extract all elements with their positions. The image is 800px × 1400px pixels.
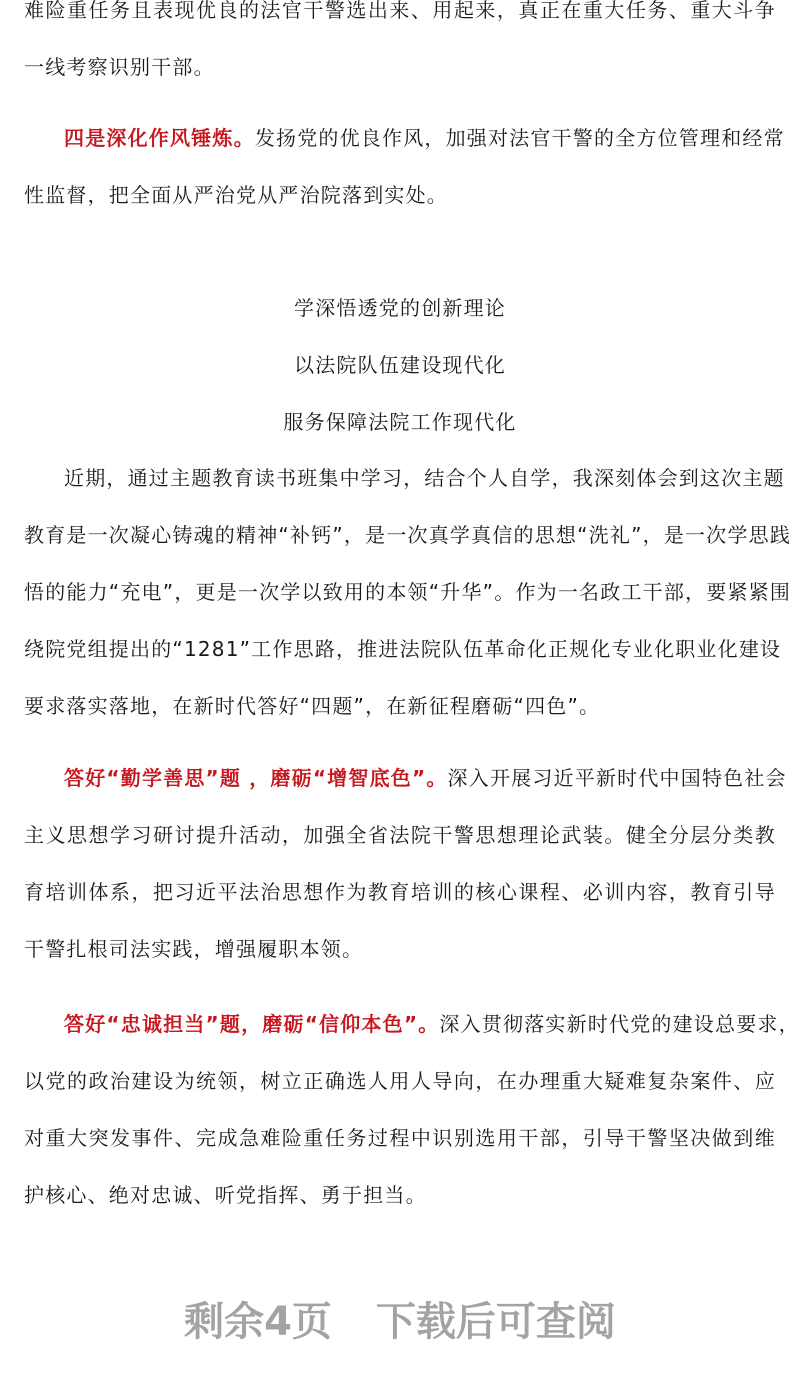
paragraph-1 xyxy=(24,0,776,96)
paragraph-lead: 答好“忠诚担当”题，磨砺“信仰本色”。 xyxy=(64,1012,440,1036)
text-line xyxy=(24,750,787,807)
text-line: 干警扎根司法实践，增强履职本领。 xyxy=(24,937,364,961)
title-line: 学深悟透党的创新理论 xyxy=(294,296,506,320)
text-run: 深入贯彻落实新时代党的建设总要求， xyxy=(439,1012,800,1036)
paragraph-5 xyxy=(24,996,800,1224)
section-title xyxy=(24,280,776,451)
text-line: 对重大突发事件、完成急难险重任务过程中识别选用干部，引导干警坚决做到维 xyxy=(24,1126,776,1150)
text-line xyxy=(24,996,800,1053)
text-line: 教育是一次凝心铸魂的精神“补钙”，是一次真学真信的思想“洗礼”，是一次学思践 xyxy=(24,523,792,547)
text-line: 主义思想学习研讨提升活动，加强全省法院干警思想理论武装。健全分层分类教 xyxy=(24,823,776,847)
watermark: ​ xyxy=(135,497,165,518)
download-prompt[interactable] xyxy=(0,1297,800,1347)
text-line: 一线考察识别干部。 xyxy=(24,55,215,79)
text-line: 近期，通过主题教育读书班集中学习，结合个人自学，我深刻体会到这次主题 xyxy=(64,466,785,490)
text-line xyxy=(24,110,785,167)
paragraph-4 xyxy=(24,750,787,978)
paragraph-lead: 答好“勤学善思”题 ，磨砺“增智底色”。 xyxy=(64,766,448,790)
remaining-pages-label: 剩余4页 xyxy=(184,1299,332,1345)
title-line: 以法院队伍建设现代化 xyxy=(294,353,506,377)
paragraph-2 xyxy=(24,110,785,224)
paragraph-lead: 四是深化作风锤炼。 xyxy=(64,126,255,150)
text-line: 护核心、绝对忠诚、听党指挥、勇于担当。 xyxy=(24,1183,427,1207)
text-run: 发扬党的优良作风，加强对法官干警的全方位管理和经常 xyxy=(254,126,785,150)
text-line: 性监督，把全面从严治党从严治院落到实处。 xyxy=(24,183,448,207)
text-line: 以党的政治建设为统领，树立正确选人用人导向，在办理重大疑难复杂案件、应 xyxy=(24,1069,776,1093)
paragraph-3 xyxy=(24,450,792,735)
text-run: 深入开展习近平新时代中国特色社会 xyxy=(447,766,787,790)
download-to-view-label[interactable]: 下载后可查阅 xyxy=(375,1299,616,1345)
text-line: 要求落实落地，在新时代答好“四题”，在新征程磨砺“四色”。 xyxy=(24,694,601,718)
text-line: 绕院党组提出的“1281”工作思路，推进法院队伍革命化正规化专业化职业化建设 xyxy=(24,637,782,661)
title-line: 服务保障法院工作现代化 xyxy=(283,410,517,434)
text-line: 难险重任务且表现优良的法官干警选出来、用起来，真正在重大任务、重大斗争 xyxy=(24,0,776,22)
text-line: 育培训体系，把习近平法治思想作为教育培训的核心课程、必训内容，教育引导 xyxy=(24,880,776,904)
text-line: 悟的能力“充电”，更是一次学以致用的本领“升华”。作为一名政工干部，要紧紧围 xyxy=(24,580,792,604)
